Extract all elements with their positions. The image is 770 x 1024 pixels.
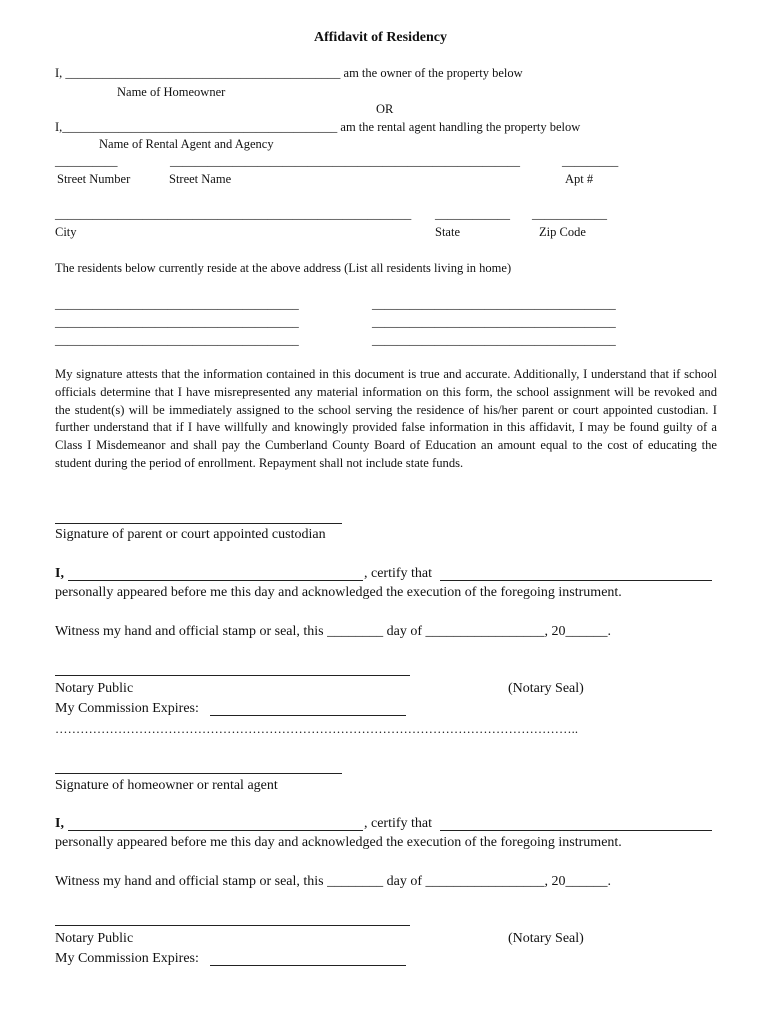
street-name-blank: ________________________________________________________ [170,154,520,168]
state-label: State [435,225,460,239]
state-blank: ____________ [435,207,510,221]
notary-public-label: Notary Public [55,681,134,696]
or-divider: OR [376,102,394,116]
commission-expires-label: My Commission Expires: [55,951,199,966]
section-separator: …………………………………………………………………………………………………………….. [55,722,579,736]
certifier-name-line [68,580,363,581]
notary-signature-line [55,675,410,676]
attestation-paragraph: My signature attests that the information contained in this document is true and accurate. Additionally, I understand that if school officials determine that I have misrepresented any material information on this form, the school assignment will be revoked and the student(s) will be immediately assigned to the school serving the residence of his/her parent or court appointed custodian. I further understand that if I have willfully and knowingly provided false information in this affidavit, I may be found guilty of a Class I Misdemeanor and shall pay the Cumberland County Board of Education an amount equal to the cost of educating the student during the period of enrollment. Repayment shall not include state funds. [55,367,717,470]
homeowner-caption: Name of Homeowner [117,85,226,99]
apt-label: Apt # [565,172,594,186]
resident-line: _______________________________________ [372,315,616,329]
notary-seal-label: (Notary Seal) [508,931,584,946]
resident-line: _______________________________________ [372,333,616,347]
document-title: Affidavit of Residency [314,30,447,45]
witness-statement: Witness my hand and official stamp or seal, this ________ day of _________________, 20______. [55,874,612,889]
street-number-label: Street Number [57,172,131,186]
city-label: City [55,225,77,239]
rental-agent-statement: I,____________________________________________ am the rental agent handling the property below [55,120,581,134]
certify-i: I, [55,816,64,831]
resident-line: _______________________________________ [55,315,299,329]
acknowledgement-text: personally appeared before me this day and acknowledged the execution of the foregoing instrument. [55,585,622,600]
city-blank: _________________________________________________________ [55,207,412,221]
commission-expires-label: My Commission Expires: [55,701,199,716]
apt-blank: _________ [562,154,619,168]
homeowner-statement: I, ____________________________________________ am the owner of the property below [55,66,523,80]
zip-label: Zip Code [539,225,586,239]
homeowner-signature-line [55,773,342,774]
zip-blank: ____________ [532,207,607,221]
certifier-name-line [68,830,363,831]
parent-signature-label: Signature of parent or court appointed custodian [55,527,326,542]
parent-signature-line [55,523,342,524]
rental-agent-caption: Name of Rental Agent and Agency [99,137,274,151]
street-name-label: Street Name [169,172,232,186]
resident-line: _______________________________________ [372,297,616,311]
commission-expires-line [210,715,406,716]
certify-i: I, [55,566,64,581]
appearing-party-line [440,830,712,831]
notary-public-label: Notary Public [55,931,134,946]
resident-line: _______________________________________ [55,333,299,347]
certify-text: , certify that [364,566,433,581]
resident-line: _______________________________________ [55,297,299,311]
notary-signature-line [55,925,410,926]
notary-seal-label: (Notary Seal) [508,681,584,696]
residents-instruction: The residents below currently reside at the above address (List all residents living in home) [55,261,512,275]
street-number-blank: __________ [55,154,118,168]
witness-statement: Witness my hand and official stamp or seal, this ________ day of _________________, 20______. [55,624,612,639]
commission-expires-line [210,965,406,966]
acknowledgement-text: personally appeared before me this day and acknowledged the execution of the foregoing instrument. [55,835,622,850]
certify-text: , certify that [364,816,433,831]
appearing-party-line [440,580,712,581]
homeowner-signature-label: Signature of homeowner or rental agent [55,778,278,793]
